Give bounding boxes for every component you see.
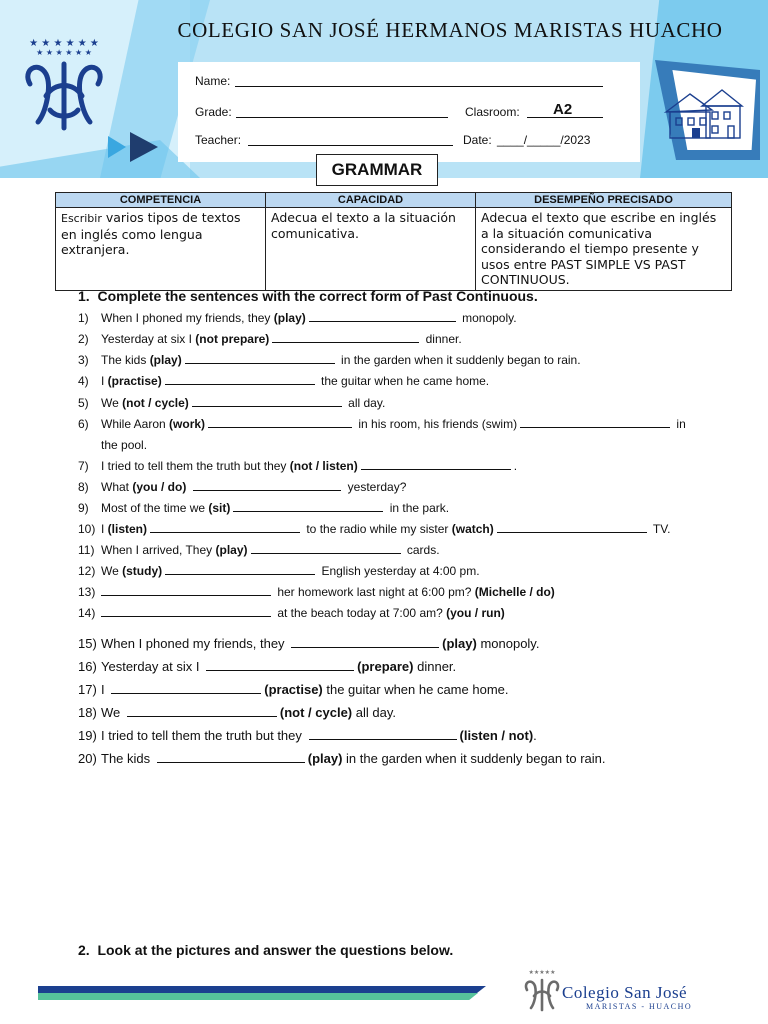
answer-blank[interactable] — [111, 682, 261, 694]
sentence-text: We — [101, 705, 124, 720]
item-number: 12) — [78, 564, 96, 578]
classroom-label: Clasroom: — [465, 105, 520, 119]
sentence-text: in the garden when it suddenly began to rain. — [337, 353, 581, 367]
sentence-text: Yesterday at six I — [101, 659, 204, 674]
school-name: COLEGIO SAN JOSÉ HERMANOS MARISTAS HUACHO — [177, 18, 723, 42]
sentence-text: When I phoned my friends, they — [101, 311, 274, 325]
exercise-item — [78, 310, 718, 326]
item-number: 6) — [78, 417, 89, 431]
answer-blank[interactable] — [165, 373, 315, 385]
sentence-text: monopoly. — [476, 636, 540, 651]
sentence-text: What — [101, 480, 133, 494]
answer-blank[interactable] — [193, 479, 341, 491]
svg-text:★★★★★: ★★★★★ — [528, 969, 556, 976]
verb-hint: (prepare) — [357, 659, 414, 674]
answer-blank[interactable] — [233, 500, 383, 512]
footer-school-name: Colegio San José — [562, 983, 688, 1002]
school-logo — [16, 30, 112, 134]
teacher-label: Teacher: — [195, 133, 242, 147]
answer-blank[interactable] — [361, 458, 511, 470]
answer-blank[interactable] — [309, 728, 457, 740]
answer-blank[interactable] — [185, 352, 335, 364]
competency-table — [55, 192, 732, 291]
verb-hint: (practise) — [264, 682, 323, 697]
item-number: 14) — [78, 606, 96, 620]
exercise-item — [78, 728, 718, 744]
arrow-icon — [108, 130, 160, 164]
item-number: 5) — [78, 396, 89, 410]
exercise-item — [78, 521, 718, 537]
answer-blank[interactable] — [272, 331, 419, 343]
footer-bar — [38, 986, 486, 993]
verb-hint: (listen / not) — [459, 728, 534, 743]
exercise-item — [78, 373, 718, 389]
item-number: 17) — [78, 682, 97, 697]
sentence-text: Most of the time we — [101, 501, 209, 515]
sentence-text: When I phoned my friends, they — [101, 636, 289, 651]
exercise-item — [78, 636, 718, 652]
verb-hint: (listen) — [107, 522, 148, 536]
exercise-item — [78, 352, 718, 368]
exercise-item — [78, 705, 718, 721]
item-number: 20) — [78, 751, 97, 766]
verb-hint: (work) — [169, 417, 206, 431]
name-field[interactable] — [235, 74, 603, 87]
footer-bar — [38, 993, 478, 1000]
item-number: 15) — [78, 636, 97, 651]
answer-blank[interactable] — [206, 659, 354, 671]
answer-blank[interactable] — [208, 416, 352, 428]
answer-blank[interactable] — [101, 584, 271, 596]
exercise-item — [78, 395, 718, 411]
answer-blank[interactable] — [150, 521, 300, 533]
sentence-text: cards. — [403, 543, 440, 557]
item-number: 10) — [78, 522, 96, 536]
verb-hint: (not / cycle) — [279, 705, 353, 720]
answer-blank[interactable] — [157, 751, 305, 763]
exercise-item — [78, 751, 718, 767]
svg-text:★ ★ ★ ★ ★ ★: ★ ★ ★ ★ ★ ★ — [36, 48, 92, 57]
exercise-item — [78, 458, 718, 474]
grammar-title: GRAMMAR — [316, 154, 438, 186]
verb-hint: (play) — [149, 353, 182, 367]
verb-hint: (play) — [442, 636, 477, 651]
item-number: 11) — [78, 543, 95, 557]
exercise-item — [78, 416, 718, 432]
sentence-text: all day. — [344, 396, 386, 410]
verb-hint: (sit) — [208, 501, 231, 515]
column-header: DESEMPEÑO PRECISADO — [476, 193, 732, 208]
table-cell-capacidad: Adecua el texto a la situación comunicativa. — [266, 208, 476, 291]
table-header-row — [56, 193, 732, 208]
verb-hint: (not / cycle) — [122, 396, 189, 410]
section-1-heading: 1. Complete the sentences with the correct form of Past Continuous. — [78, 288, 538, 304]
verb-hint: (play) — [307, 751, 343, 766]
verb-hint: (play) — [215, 543, 248, 557]
sentence-text: I — [101, 374, 108, 388]
exercise-item — [78, 479, 718, 495]
table-cell-competencia — [56, 208, 266, 291]
answer-blank[interactable] — [497, 521, 647, 533]
column-header: COMPETENCIA — [56, 193, 266, 208]
item-number: 2) — [78, 332, 89, 346]
sentence-text: all day. — [352, 705, 396, 720]
sentence-text: . — [513, 459, 518, 473]
sentence-text: in the park. — [386, 501, 450, 515]
item-number: 19) — [78, 728, 97, 743]
sentence-text: English yesterday at 4:00 pm. — [318, 564, 480, 578]
verb-hint: (you / do) — [132, 480, 187, 494]
sentence-text: the guitar when he came home. — [322, 682, 509, 697]
sentence-text: TV. — [649, 522, 671, 536]
verb-hint: (you / run) — [446, 606, 505, 620]
exercise-item — [78, 605, 718, 621]
name-label: Name: — [195, 74, 231, 88]
item-number: 9) — [78, 501, 89, 515]
sentence-text: in — [673, 417, 686, 431]
sentence-text: We — [101, 564, 123, 578]
sentence-text: dinner. — [422, 332, 462, 346]
sentence-text: . — [533, 728, 537, 743]
verb-hint: (not prepare) — [195, 332, 270, 346]
item-number: 4) — [78, 374, 89, 388]
sentence-text: The kids — [101, 353, 150, 367]
verb-hint: (practise) — [107, 374, 162, 388]
exercise-item — [78, 659, 718, 675]
svg-text:★ ★ ★ ★ ★ ★: ★ ★ ★ ★ ★ ★ — [29, 38, 99, 49]
exercise-item-continuation: the pool. — [101, 438, 148, 452]
verb-hint: (study) — [122, 564, 163, 578]
competencia-verb: Escribir — [61, 212, 102, 225]
date-label: Date: — [463, 133, 492, 147]
answer-blank[interactable] — [309, 310, 456, 322]
sentence-text: I — [101, 682, 109, 697]
exercise-item — [78, 682, 718, 698]
sentence-text: her homework last night at 6:00 pm? — [274, 585, 475, 599]
sentence-text: in his room, his friends (swim) — [355, 417, 518, 431]
grade-label: Grade: — [195, 105, 232, 119]
answer-blank[interactable] — [192, 395, 342, 407]
answer-blank[interactable] — [520, 416, 670, 428]
school-building-icon — [662, 84, 744, 144]
sentence-text: While Aaron — [101, 417, 170, 431]
footer-logo-icon — [522, 966, 562, 1012]
sentence-text: I tried to tell them the truth but they — [101, 459, 290, 473]
footer-school-subtitle: MARISTAS - HUACHO — [586, 1002, 693, 1011]
classroom-value: A2 — [553, 101, 573, 118]
table-cell-desempeno: Adecua el texto que escribe en inglés a la situación comunicativa considerando el tiempo presente y usos entre PAST SIMPLE VS PAST CONTINUOUS. — [476, 208, 732, 291]
table-row — [56, 208, 732, 291]
exercise-item — [78, 331, 718, 347]
item-number: 13) — [78, 585, 96, 599]
item-number: 18) — [78, 705, 97, 720]
verb-hint: (not / listen) — [289, 459, 358, 473]
answer-blank[interactable] — [251, 542, 401, 554]
answer-blank[interactable] — [127, 705, 277, 717]
item-number: 1) — [78, 311, 89, 325]
sentence-text: Yesterday at six I — [101, 332, 196, 346]
item-number: 16) — [78, 659, 97, 674]
verb-hint: (Michelle / do) — [474, 585, 555, 599]
sentence-text: in the garden when it suddenly began to rain. — [342, 751, 606, 766]
column-header: CAPACIDAD — [266, 193, 476, 208]
teacher-field[interactable] — [248, 133, 453, 146]
item-number: 7) — [78, 459, 89, 473]
sentence-text: I — [101, 522, 108, 536]
sentence-text: We — [101, 396, 123, 410]
exercise-item — [78, 542, 718, 558]
sentence-text: at the beach today at 7:00 am? — [274, 606, 447, 620]
sentence-text: The kids — [101, 751, 154, 766]
competencia-text: varios tipos de textos en inglés como lengua extranjera. — [61, 210, 241, 257]
sentence-text: When I arrived, They — [101, 543, 216, 557]
sentence-text: the guitar when he came home. — [317, 374, 490, 388]
exercise-item — [78, 563, 718, 579]
verb-hint: (watch) — [451, 522, 494, 536]
item-number: 3) — [78, 353, 89, 367]
answer-blank[interactable] — [165, 563, 315, 575]
answer-blank[interactable] — [101, 605, 271, 617]
verb-hint: (play) — [273, 311, 306, 325]
exercise-item — [78, 584, 718, 600]
exercise-item — [78, 500, 718, 516]
sentence-text: I tried to tell them the truth but they — [101, 728, 306, 743]
answer-blank[interactable] — [291, 636, 439, 648]
date-field[interactable]: ____/_____/2023 — [497, 133, 591, 147]
section-2-heading: 2. Look at the pictures and answer the questions below. — [78, 942, 454, 958]
sentence-text: to the radio while my sister — [303, 522, 452, 536]
grade-field[interactable] — [236, 105, 448, 118]
item-number: 8) — [78, 480, 89, 494]
sentence-text: monopoly. — [458, 311, 517, 325]
school-logo-icon — [16, 30, 112, 134]
sentence-text: dinner. — [413, 659, 457, 674]
sentence-text: yesterday? — [344, 480, 407, 494]
